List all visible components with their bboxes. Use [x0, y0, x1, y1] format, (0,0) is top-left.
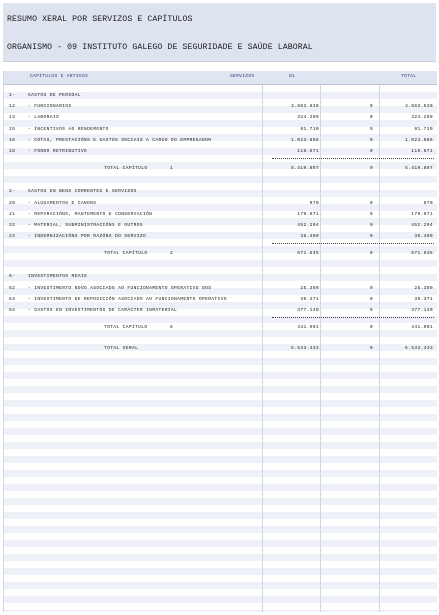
- value-mid: 0: [369, 137, 373, 143]
- grand-total-total: 6.533.433: [405, 345, 433, 351]
- article-description: - FUNCIONARIOS: [28, 104, 72, 110]
- section-name: INVESTIMENTOS REAIS: [28, 274, 88, 280]
- article-description: - FONDO RETRIBUTIVO: [28, 149, 88, 154]
- article-description: - COTAS, PRESTACIÓNS E GASTOS SOCIAIS A CARGO DO EMPREGADOR: [28, 137, 212, 143]
- section-name: GASTOS DE PERSOAL: [28, 93, 81, 98]
- article-description: - REPARACIÓNS, MANTEMENTO E CONSERVACIÓN: [28, 211, 153, 217]
- chapter-total-81: 441.901: [297, 325, 319, 331]
- value-mid: 0: [369, 115, 373, 121]
- chapter-total-row: [4, 322, 437, 333]
- column-header-capitulos: CAPÍTULOS E ARTIGOS: [30, 74, 89, 79]
- grand-total-81: 6.533.433: [291, 345, 319, 351]
- value-total: 3.863.630: [405, 104, 433, 110]
- value-total: 25.390: [414, 285, 433, 291]
- value-total: 91.710: [414, 126, 433, 132]
- table-row: [4, 146, 437, 157]
- section-header-row: [4, 271, 437, 282]
- table-row: [4, 220, 437, 231]
- table-row: [4, 305, 437, 316]
- column-header-81: 81: [289, 74, 296, 79]
- table-row: [4, 283, 437, 294]
- table-row: [4, 231, 437, 242]
- table-row: [4, 101, 437, 112]
- subtotal-separator: [272, 317, 434, 318]
- value-total: 970: [423, 200, 433, 206]
- value-mid: 0: [369, 296, 373, 302]
- value-81: 25.390: [300, 285, 319, 291]
- column-header-servizos: SERVIZOS: [230, 74, 255, 79]
- value-mid: 0: [369, 104, 373, 110]
- grand-total-mid: 0: [369, 345, 373, 351]
- article-description: - INVESTIMENTO NOVO ASOCIADO AO FUNCIONAMENTO OPERATIVO DOS: [28, 285, 212, 291]
- chapter-total-number: 1: [170, 166, 174, 172]
- table-row: [4, 198, 437, 209]
- value-mid: 0: [369, 308, 373, 314]
- chapter-total-label: TOTAL CAPÍTULO: [104, 251, 148, 257]
- article-code: 13: [9, 115, 16, 121]
- article-description: - INDEMNIZACIÓNS POR RAZÓNS DO SERVIZO: [28, 234, 147, 240]
- chapter-total-label: TOTAL CAPÍTULO: [104, 166, 148, 172]
- article-code: 23: [9, 234, 16, 240]
- value-mid: 0: [369, 285, 373, 291]
- grand-total-row: [4, 343, 437, 354]
- value-81: 38.400: [300, 234, 319, 240]
- article-description: - INVESTIMENTO DE REPOSICIÓN ASOCIADO AO FUNCIONAMENTO OPERATIVO: [28, 296, 227, 302]
- chapter-total-mid: 0: [369, 166, 373, 172]
- value-mid: 0: [369, 149, 373, 154]
- value-81: 324.200: [297, 115, 319, 121]
- article-description: - GASTOS EN INVESTIMENTOS DE CARÁCTER INMATERIAL: [28, 308, 178, 314]
- value-mid: 0: [369, 222, 373, 228]
- value-total: 324.200: [411, 115, 433, 121]
- article-code: 62: [9, 285, 16, 291]
- value-81: 452.294: [297, 222, 319, 228]
- section-header-row: [4, 186, 437, 197]
- value-mid: 0: [369, 126, 373, 132]
- value-total: 1.023.686: [405, 137, 433, 143]
- value-81: 3.863.630: [291, 104, 319, 110]
- section-code: 1-: [9, 93, 16, 98]
- article-code: 21: [9, 211, 16, 217]
- report-page: [3, 3, 436, 612]
- article-code: 12: [9, 104, 16, 110]
- value-mid: 0: [369, 211, 373, 217]
- value-total: 39.371: [414, 296, 433, 302]
- value-total: 377.140: [411, 308, 433, 314]
- chapter-total-row: [4, 163, 437, 174]
- value-81: 116.671: [297, 149, 319, 154]
- table-row: [4, 124, 437, 135]
- column-header-row: [4, 71, 437, 85]
- value-total: 38.400: [414, 234, 433, 240]
- chapter-total-label: TOTAL CAPÍTULO: [104, 325, 148, 331]
- chapter-total-row: [4, 248, 437, 259]
- table-row: [4, 294, 437, 305]
- section-code: 2-: [9, 189, 16, 195]
- value-81: 1.023.686: [291, 137, 319, 143]
- section-name: GASTOS EN BENS CORRENTES E SERVIZOS: [28, 189, 137, 195]
- subtotal-separator: [272, 158, 434, 159]
- grand-total-label: TOTAL XERAL: [104, 345, 139, 351]
- value-81: 970: [309, 200, 319, 206]
- chapter-total-mid: 0: [369, 251, 373, 257]
- article-code: 18: [9, 149, 16, 154]
- chapter-total-number: 2: [170, 251, 174, 257]
- value-81: 377.140: [297, 308, 319, 314]
- value-total: 179.971: [411, 211, 433, 217]
- chapter-total-total: 5.419.897: [405, 166, 433, 172]
- article-code: 63: [9, 296, 16, 302]
- section-header-row: [4, 90, 437, 101]
- subtotal-separator: [272, 243, 434, 244]
- value-mid: 0: [369, 234, 373, 240]
- article-code: 64: [9, 308, 16, 314]
- value-mid: 0: [369, 200, 373, 206]
- report-title: RESUMO XERAL POR SERVIZOS E CAPÍTULOS: [7, 15, 193, 24]
- value-total: 452.294: [411, 222, 433, 228]
- section-code: 6-: [9, 274, 16, 280]
- table-row: [4, 112, 437, 123]
- article-description: - INCENTIVOS AO RENDEMENTO: [28, 126, 109, 132]
- article-code: 16: [9, 137, 16, 143]
- article-description: - LABORAIS: [28, 115, 60, 121]
- article-code: 15: [9, 126, 16, 132]
- table-row: [4, 135, 437, 146]
- organism-title: ORGANISMO - 09 INSTITUTO GALEGO DE SEGURIDADE E SAÚDE LABORAL: [7, 43, 313, 52]
- budget-table: [3, 71, 437, 612]
- report-header: [3, 3, 436, 62]
- chapter-total-mid: 0: [369, 325, 373, 331]
- value-total: 116.671: [411, 149, 433, 154]
- table-row: [4, 209, 437, 220]
- chapter-total-81: 671.635: [297, 251, 319, 257]
- article-code: 22: [9, 222, 16, 228]
- article-description: - MATERIAL, SUBMINISTRACIÓNS E OUTROS: [28, 222, 143, 228]
- column-header-total: TOTAL: [401, 74, 417, 79]
- chapter-total-81: 5.419.897: [291, 166, 319, 172]
- value-81: 179.971: [297, 211, 319, 217]
- article-code: 20: [9, 200, 16, 206]
- chapter-total-total: 671.635: [411, 251, 433, 257]
- chapter-total-number: 6: [170, 325, 174, 331]
- chapter-total-total: 441.901: [411, 325, 433, 331]
- value-81: 91.710: [300, 126, 319, 132]
- value-81: 39.371: [300, 296, 319, 302]
- article-description: - ALUGAMENTOS E CANONS: [28, 200, 97, 206]
